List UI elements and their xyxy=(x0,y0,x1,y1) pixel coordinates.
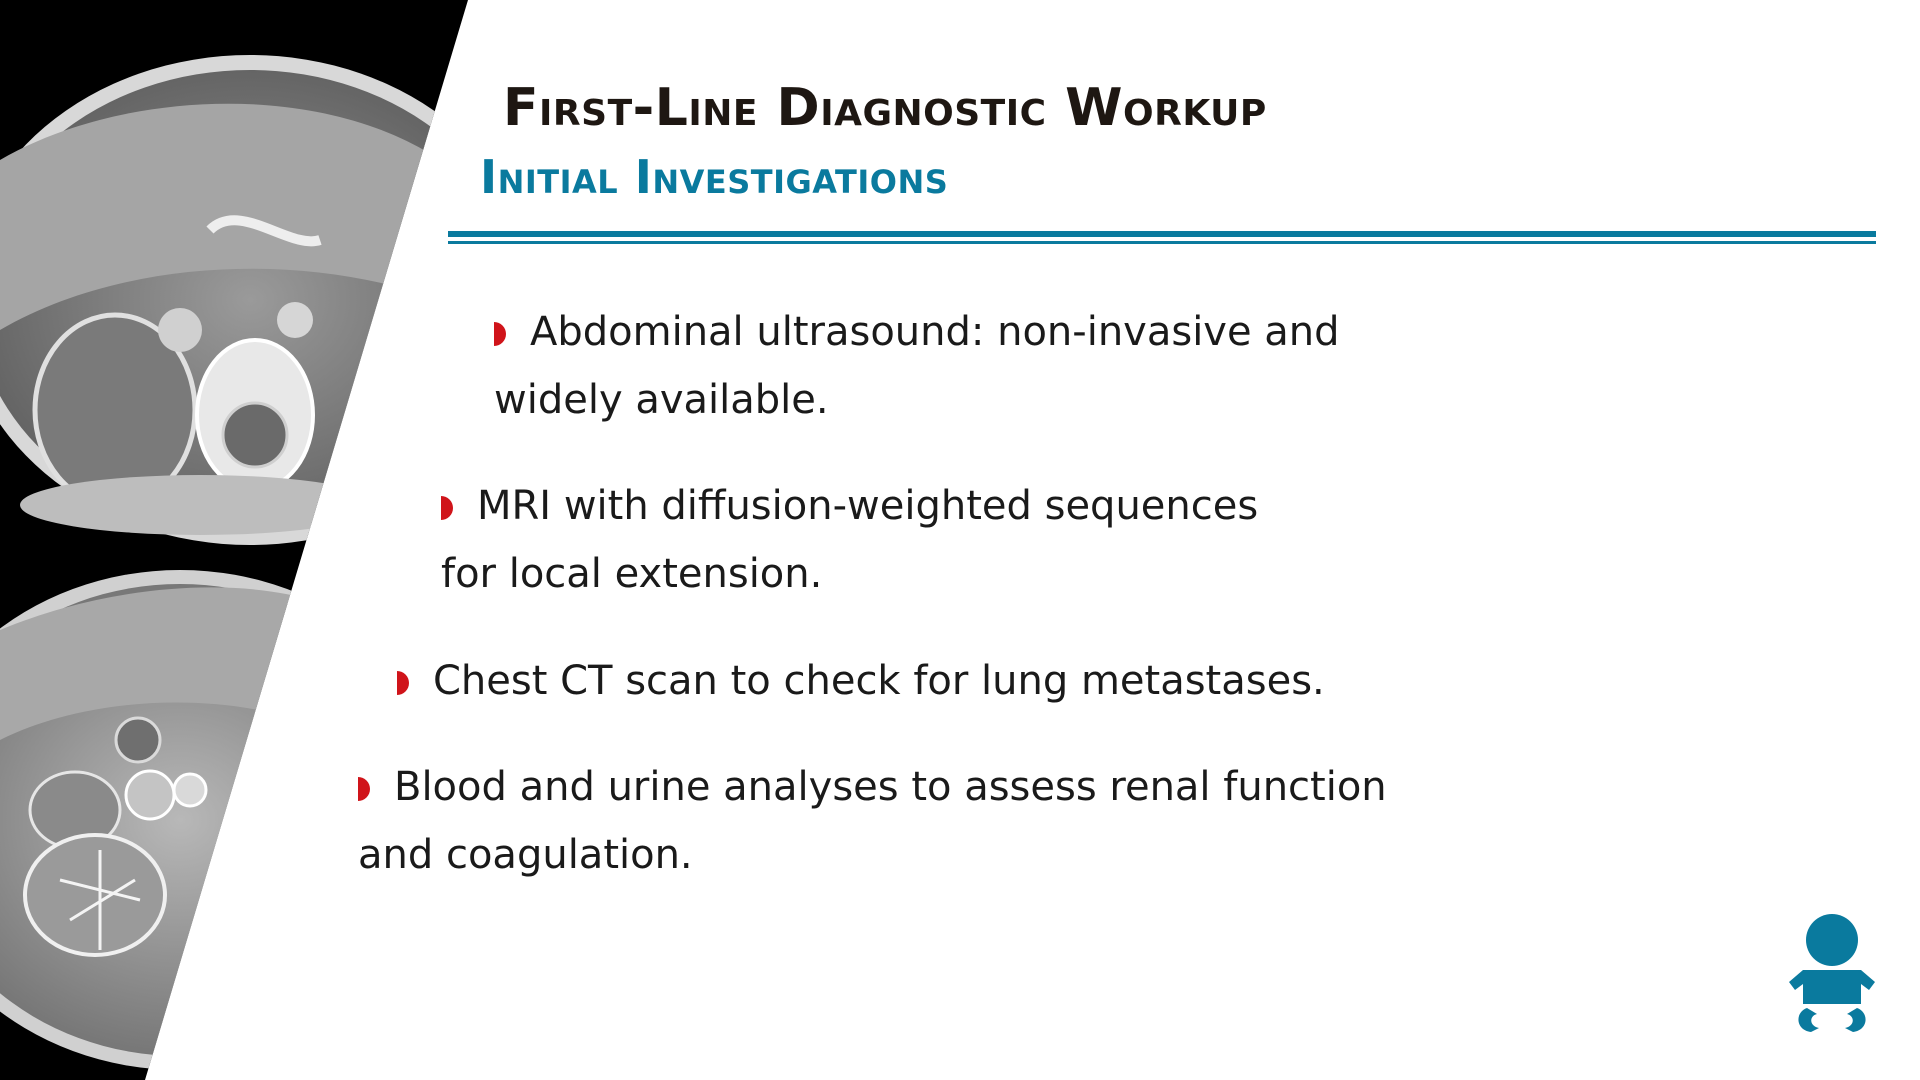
half-circle-bullet-icon xyxy=(358,777,370,801)
bullet-text-line1: Abdominal ultrasound: non-invasive and xyxy=(530,309,1340,355)
bullet-item-ultrasound xyxy=(494,298,1340,434)
half-circle-bullet-icon xyxy=(397,671,409,695)
baby-icon xyxy=(1785,912,1879,1036)
bullet-text-line1: Chest CT scan to check for lung metastases. xyxy=(433,658,1325,704)
bullet-text-line2: and coagulation. xyxy=(358,832,693,878)
bullet-text-line1: MRI with diffusion-weighted sequences xyxy=(477,483,1259,529)
bullet-text-line1: Blood and urine analyses to assess renal function xyxy=(394,764,1387,810)
half-circle-bullet-icon xyxy=(441,496,453,520)
divider-thick xyxy=(448,231,1876,237)
bullet-text-line2: widely available. xyxy=(494,377,829,423)
ct-scan-illustration xyxy=(0,0,480,1080)
bullet-item-chest-ct xyxy=(397,647,1325,715)
bullet-text-line2: for local extension. xyxy=(441,551,823,597)
divider-thin xyxy=(448,241,1876,244)
bullet-item-blood-urine xyxy=(358,753,1387,889)
slide-title: First-Line Diagnostic Workup xyxy=(503,78,1267,138)
ct-scan-image xyxy=(0,0,480,1080)
half-circle-bullet-icon xyxy=(494,322,506,346)
bullet-item-mri xyxy=(441,472,1258,608)
slide-subtitle: Initial Investigations xyxy=(480,150,949,204)
